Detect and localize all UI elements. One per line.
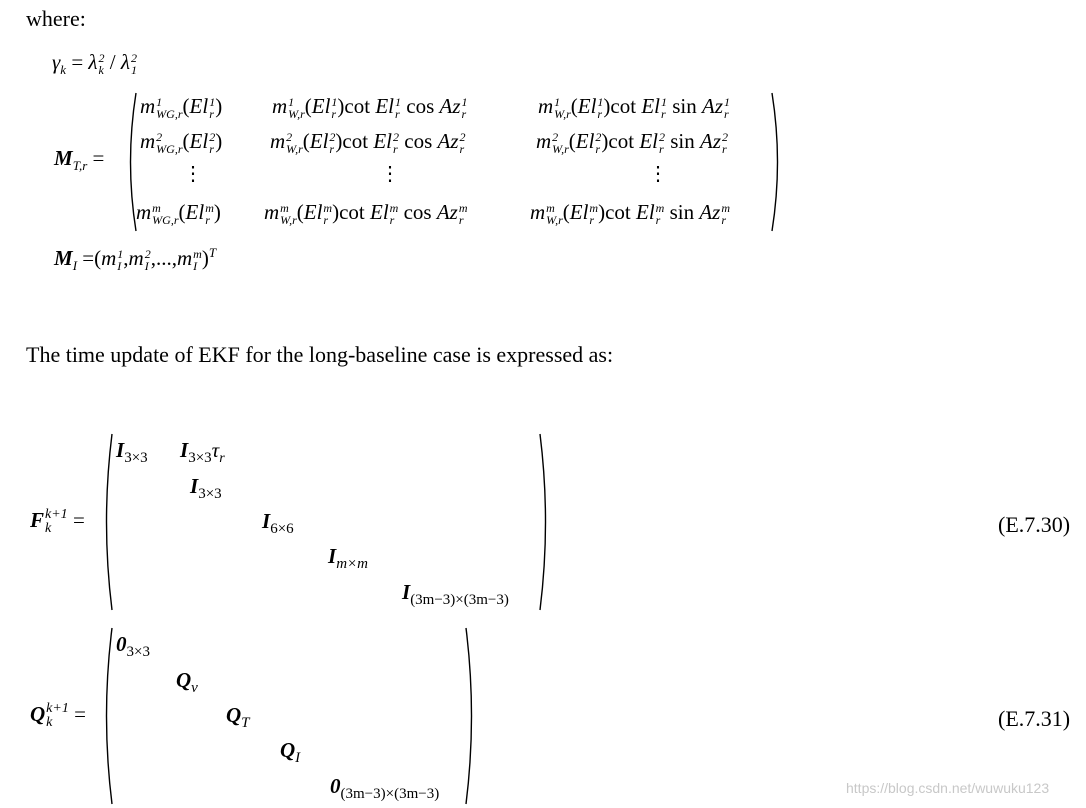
lambda-k: λ xyxy=(88,50,98,74)
gamma-equation xyxy=(52,50,137,76)
lambda-k-sup: 2 xyxy=(98,51,105,66)
q-entry-qt: $Q_T$ xyxy=(226,703,250,732)
mtr-r1c1: m 1 WG,r (El 1 r ) xyxy=(140,94,223,122)
gamma-slash: / xyxy=(109,50,116,74)
lambda-k-sub: k xyxy=(98,63,104,78)
f-equals: = xyxy=(72,508,85,532)
q-entry-0-3x3: $0_{3\times 3}$ xyxy=(116,632,150,661)
gamma-sub: k xyxy=(60,62,67,78)
mtr-r2c1: m 2 WG,r (El 2 r ) xyxy=(140,129,223,157)
q-entry-qi: $Q_I$ xyxy=(280,738,301,767)
mi-equals: = xyxy=(82,246,95,270)
mi-equation: $M_I =(m$ 1 I ,m 2 I ,...,m m I )$^T$ xyxy=(54,245,217,274)
f-entry-i3x3-tau: $I_{3\times 3}\tau_r$ xyxy=(180,438,225,467)
mtr-rmc3: m m W,r (El m r )cot El m r sin Az m r xyxy=(530,200,731,228)
mtr-r2c2: m 2 W,r (El 2 r )cot El 2 r cos Az 2 r xyxy=(270,129,466,157)
mtr-rmc2: m m W,r (El m r )cot El m r cos Az m r xyxy=(264,200,468,228)
f-right-paren xyxy=(538,432,552,612)
q-lhs: Q k+1 k = xyxy=(30,701,86,731)
mi-sub: I xyxy=(72,258,78,274)
q-right-paren xyxy=(464,626,478,806)
mi-symbol: M xyxy=(54,246,73,270)
mtr-r2c3: m 2 W,r (El 2 r )cot El 2 r sin Az 2 r xyxy=(536,129,729,157)
f-equation-number: (E.7.30) xyxy=(998,512,1071,537)
mtr-rmc1: m m WG,r (El m r ) xyxy=(136,200,221,228)
q-symbol: Q xyxy=(30,702,46,726)
f-lhs: F k+1 k = xyxy=(30,507,85,537)
f-entry-i3x3-a: $I_{3\times 3}$ xyxy=(116,438,148,467)
mtr-right-paren xyxy=(770,91,784,233)
f-entry-i3x3-b: $I_{3\times 3}$ xyxy=(190,474,222,503)
f-entry-i6x6: $I_{6\times 6}$ xyxy=(262,509,294,538)
gamma-equals: = xyxy=(71,50,84,74)
gamma-symbol: γ xyxy=(52,50,61,74)
mtr-r1c3: m 1 W,r (El 1 r )cot El 1 r sin Az 1 r xyxy=(538,94,731,122)
mtr-vdots-2: ⋮ xyxy=(380,163,400,185)
watermark: https://blog.csdn.net/wuwuku123 xyxy=(846,780,1050,796)
mtr-lhs xyxy=(54,146,105,174)
q-entry-qv: $Q_v$ xyxy=(176,668,198,697)
mtr-vdots-3: ⋮ xyxy=(648,163,668,185)
mtr-symbol: M xyxy=(54,146,73,170)
lambda-1-sup: 2 xyxy=(130,51,137,66)
intro-text: where: xyxy=(26,6,86,31)
lambda-1: λ xyxy=(120,50,130,74)
time-update-paragraph: The time update of EKF for the long-baseline case is expressed as: xyxy=(26,342,614,367)
mtr-equals: = xyxy=(92,146,105,170)
q-equals: = xyxy=(74,702,86,726)
f-symbol: F xyxy=(30,508,45,532)
q-left-paren xyxy=(100,626,114,806)
f-entry-i3m3: $I_{(3m-3)\times(3m-3)}$ xyxy=(402,580,509,609)
mtr-r1c2: m 1 W,r (El 1 r )cot El 1 r cos Az 1 r xyxy=(272,94,468,122)
q-equation-number: (E.7.31) xyxy=(998,706,1071,731)
mtr-vdots-1: ⋮ xyxy=(183,163,203,185)
f-entry-imxm: $I_{m\times m}$ xyxy=(328,544,368,573)
q-entry-0-3m3: $0_{(3m-3)\times(3m-3)}$ xyxy=(330,774,440,803)
lambda-1-sub: 1 xyxy=(130,63,137,78)
f-left-paren xyxy=(100,432,114,612)
mtr-sub: T,r xyxy=(72,158,88,174)
